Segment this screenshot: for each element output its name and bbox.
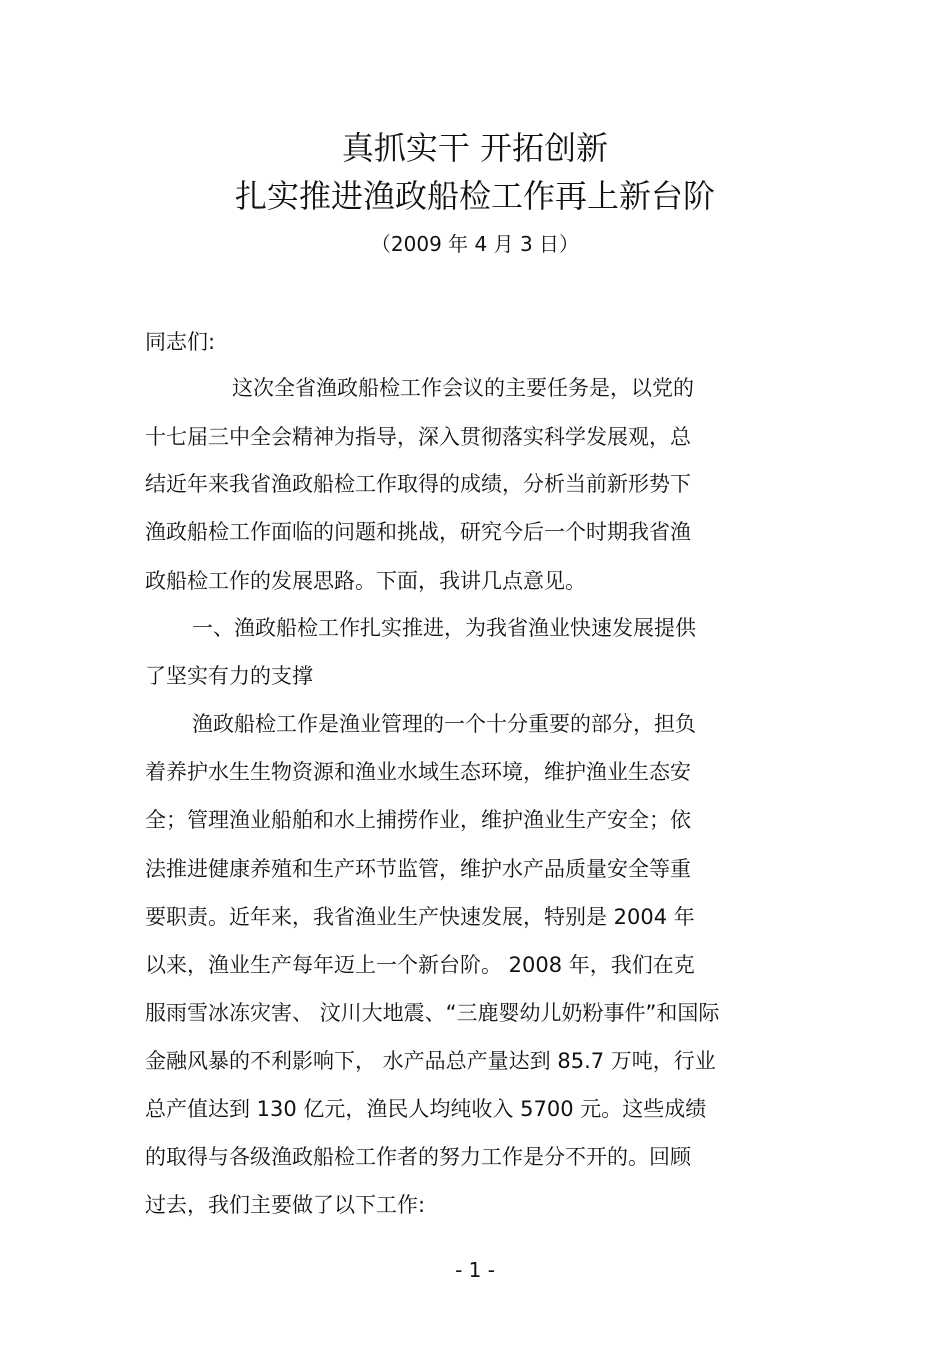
paragraph-line: 金融风暴的不利影响下， 水产品总产量达到 85.7 万吨，行业 bbox=[145, 1049, 716, 1073]
paragraph-line: 渔政船检工作面临的问题和挑战，研究今后一个时期我省渔 bbox=[145, 520, 691, 544]
section-heading-line: 一、渔政船检工作扎实推进，为我省渔业快速发展提供 bbox=[192, 616, 696, 640]
title-line-2: 扎实推进渔政船检工作再上新台阶 bbox=[234, 177, 715, 215]
section-heading-line: 了坚实有力的支撑 bbox=[145, 664, 313, 688]
paragraph-line: 着养护水生生物资源和渔业水域生态环境，维护渔业生态安 bbox=[145, 760, 691, 784]
paragraph-line: 服雨雪冰冻灾害、 汶川大地震、“三鹿婴幼儿奶粉事件”和国际 bbox=[145, 1001, 720, 1025]
paragraph-line: 全；管理渔业船舶和水上捕捞作业，维护渔业生产安全；依 bbox=[145, 808, 691, 832]
paragraph-line: 过去，我们主要做了以下工作: bbox=[145, 1193, 426, 1217]
page-number: - 1 - bbox=[455, 1258, 495, 1282]
paragraph-line: 这次全省渔政船检工作会议的主要任务是，以党的 bbox=[232, 376, 694, 400]
salutation: 同志们: bbox=[145, 330, 216, 354]
title-line-1: 真抓实干 开拓创新 bbox=[341, 129, 609, 167]
paragraph-line: 的取得与各级渔政船检工作者的努力工作是分不开的。回顾 bbox=[145, 1145, 691, 1169]
paragraph-line: 渔政船检工作是渔业管理的一个十分重要的部分，担负 bbox=[192, 712, 696, 736]
paragraph-line: 政船检工作的发展思路。下面，我讲几点意见。 bbox=[145, 569, 586, 593]
paragraph-line: 以来，渔业生产每年迈上一个新台阶。 2008 年，我们在克 bbox=[145, 953, 695, 977]
paragraph-line: 结近年来我省渔政船检工作取得的成绩，分析当前新形势下 bbox=[145, 472, 691, 496]
paragraph-line: 法推进健康养殖和生产环节监管，维护水产品质量安全等重 bbox=[145, 857, 691, 881]
paragraph-line: 十七届三中全会精神为指导，深入贯彻落实科学发展观，总 bbox=[145, 425, 691, 449]
paragraph-line: 要职责。近年来，我省渔业生产快速发展，特别是 2004 年 bbox=[145, 905, 695, 929]
speech-date: （2009 年 4 月 3 日） bbox=[370, 232, 580, 256]
paragraph-line: 总产值达到 130 亿元，渔民人均纯收入 5700 元。这些成绩 bbox=[145, 1097, 707, 1121]
